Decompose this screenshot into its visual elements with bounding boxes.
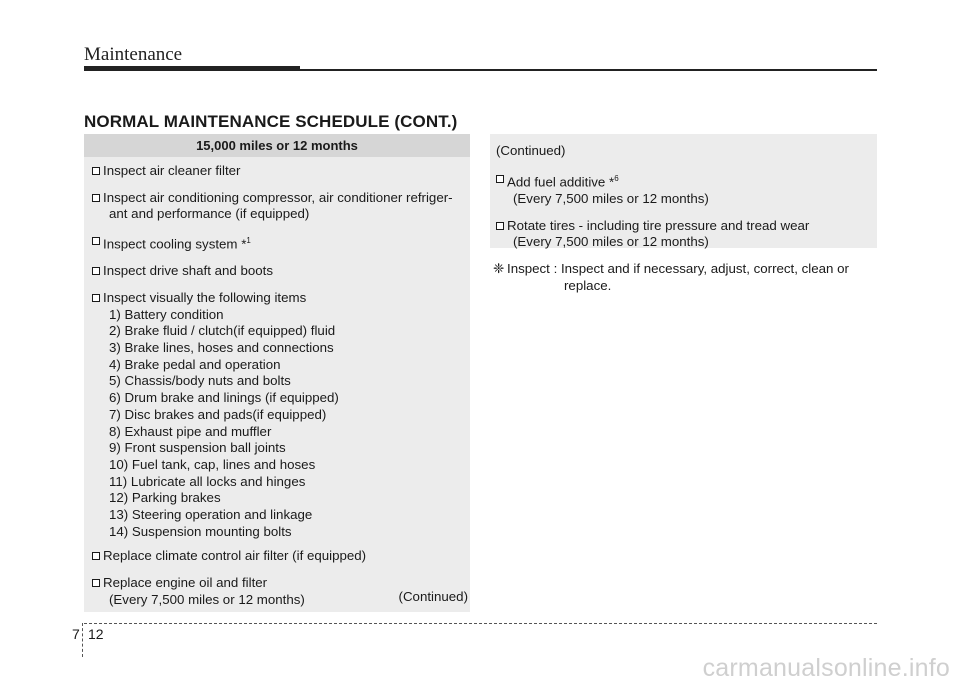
checkbox-icon [92,267,100,275]
checkbox-icon [92,294,100,302]
checkbox-icon [92,237,100,245]
sub-item: 3) Brake lines, hoses and connections [109,340,334,356]
page-number: 12 [88,626,104,642]
list-item: Inspect air cleaner filter [92,163,464,180]
list-item: Replace engine oil and filter (Every 7,500 miles or 12 months) [92,575,464,608]
page-header-title: Maintenance [84,44,183,65]
sub-item: 14) Suspension mounting bolts [109,523,292,539]
sub-item: 12) Parking brakes [109,490,221,506]
checkbox-icon [92,579,100,587]
sub-item: 7) Disc brakes and pads(if equipped) [109,406,327,422]
sub-item: 9) Front suspension ball joints [109,440,286,456]
checkbox-icon [496,222,504,230]
list-item: Inspect visually the following items 1) Battery condition 2) Brake fluid / clutch(if equipped) fluid 3) Brake lines, hoses and connections 4) Brake pedal and operation 5) Chassis/body nuts and bolts 6) Drum brake and linings (if equipped) 7) Disc brakes and pads(if equipped) 8) Exhaust pipe and muffler 9) Front suspension ball joints 10) Fuel tank, cap, lines and hoses 11) Lubricate all locks and hinges 12) Parking brakes 13) Steering operation and linkage 14) Suspension mounting bolts [92,290,464,541]
footnote-marker: 6 [614,173,619,183]
sub-item: 13) Steering operation and linkage [109,507,313,523]
schedule-box-continued [490,134,877,248]
sub-item: 4) Brake pedal and operation [109,356,281,372]
list-item: Add fuel additive *$^6$ (Every 7,500 miles or 12 months) [496,171,871,208]
list-item: Inspect drive shaft and boots [92,263,464,280]
list-item: Replace climate control air filter (if equipped) [92,548,464,565]
inspect-definition-note: ❈ Inspect : Inspect and if necessary, adjust, correct, clean or replace. [493,261,849,293]
sub-item: 6) Drum brake and linings (if equipped) [109,390,339,406]
checkbox-icon [92,194,100,202]
sub-item: 1) Battery condition [109,306,224,322]
continued-label: (Continued) [496,143,566,158]
checkbox-icon [92,167,100,175]
schedule-interval-heading: 15,000 miles or 12 months [84,134,470,157]
checkbox-icon [496,175,504,183]
footer-divider [82,623,83,657]
list-item: Rotate tires - including tire pressure and tread wear (Every 7,500 miles or 12 months) [496,218,871,251]
schedule-item-list [84,157,470,609]
sub-item: 8) Exhaust pipe and muffler [109,423,272,439]
checkbox-icon [92,552,100,560]
sub-item: 2) Brake fluid / clutch(if equipped) fluid [109,323,336,339]
section-title: NORMAL MAINTENANCE SCHEDULE (CONT.) [84,112,458,131]
header-rule-thin [300,69,877,71]
footer-rule [84,623,877,624]
list-item: Inspect air conditioning compressor, air conditioner refriger- ant and performance (if equipped) [92,190,464,223]
continued-label: (Continued) [398,589,468,604]
note-asterisk-icon: ❈ [493,261,505,276]
schedule-box-15000 [84,134,470,612]
chapter-number: 7 [72,626,80,642]
list-item: Inspect cooling system *$^1$ [92,233,464,253]
sub-item: 5) Chassis/body nuts and bolts [109,373,291,389]
footnote-marker: 1 [246,236,251,246]
header-rule-thick [84,66,300,71]
watermark: carmanualsonline.info [702,654,950,682]
sub-item: 11) Lubricate all locks and hinges [109,473,306,489]
sub-item: 10) Fuel tank, cap, lines and hoses [109,456,316,472]
